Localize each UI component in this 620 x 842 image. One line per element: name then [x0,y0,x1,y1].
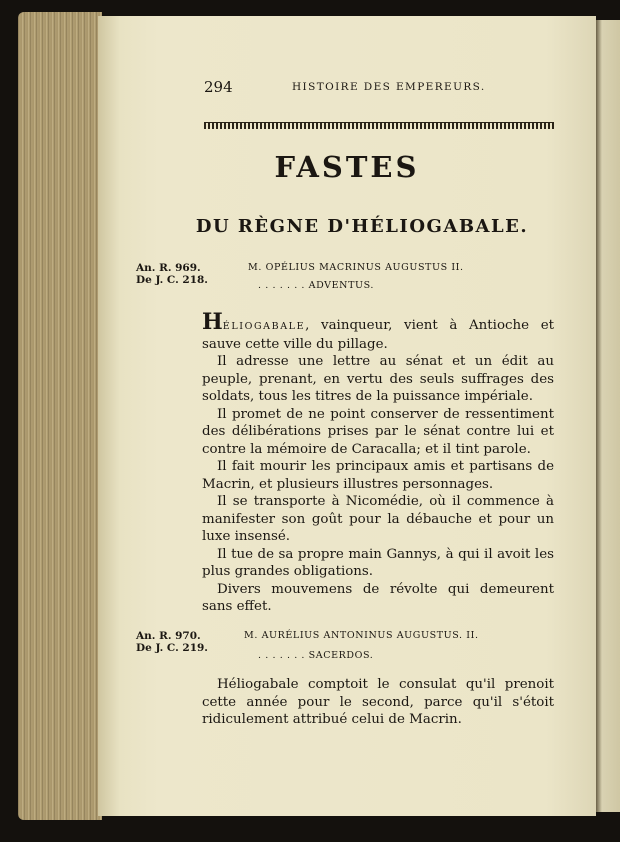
section-1-body [202,309,554,616]
facing-page-edge [596,20,620,812]
paragraph: Héliogabale comptoit le consulat qu'il prenoit cette année pour le second, parce qu'il s'étoit ridiculement attribué celui de Macrin. [202,677,554,727]
page-number: 294 [204,78,233,96]
section-2-body [202,676,554,729]
small-caps-word: ÉLIOGABALE [222,321,306,332]
drop-cap: H [202,309,223,335]
book-page-edges [18,12,102,820]
paragraph-text: , vainqueur, vient à Antioche et sauve cette ville du pillage. [202,318,554,352]
chapter-title: FASTES [274,150,420,184]
paragraph: Il adresse une lettre au sénat et un édit au peuple, prenant, en vertu des seuls suffrages des soldats, tous les titres de la puissance impériale. [202,354,554,404]
consul-line-3: M. AURÉLIUS ANTONINUS AUGUSTUS. II. [244,630,479,641]
consul-line-4: . . . . . . . SACERDOS. [258,650,374,661]
book-page [98,16,596,816]
margin-year-christ: De J. C. 219. [136,642,208,654]
margin-date-1 [136,262,208,286]
chapter-subtitle: DU RÈGNE D'HÉLIOGABALE. [195,216,529,237]
margin-date-2 [136,630,208,654]
running-title: HISTOIRE DES EMPEREURS. [292,81,486,93]
paragraph [202,309,554,353]
margin-year-rome: An. R. 969. [136,262,201,274]
consul-line-2: . . . . . . . ADVENTUS. [258,280,375,291]
consul-line-1: M. OPÉLIUS MACRINUS AUGUSTUS II. [248,262,464,273]
page-header [204,78,574,100]
margin-year-rome: An. R. 970. [136,630,201,642]
paragraph: Divers mouvemens de révolte qui demeurent sans effet. [202,581,554,614]
paragraph: Il tue de sa propre main Gannys, à qui il avoit les plus grandes obligations. [202,546,554,579]
paragraph: Il se transporte à Nicomédie, où il commence à manifester son goût pour la débauche et pour un luxe insensé. [202,494,554,544]
ornamental-rule [204,122,554,129]
paragraph: Il fait mourir les principaux amis et partisans de Macrin, et plusieurs illustres personnages. [202,459,554,492]
paragraph: Il promet de ne point conserver de ressentiment des délibérations prises par le sénat contre lui et contre la mémoire de Caracalla; et il tint parole. [202,406,554,457]
margin-year-christ: De J. C. 218. [136,274,208,286]
